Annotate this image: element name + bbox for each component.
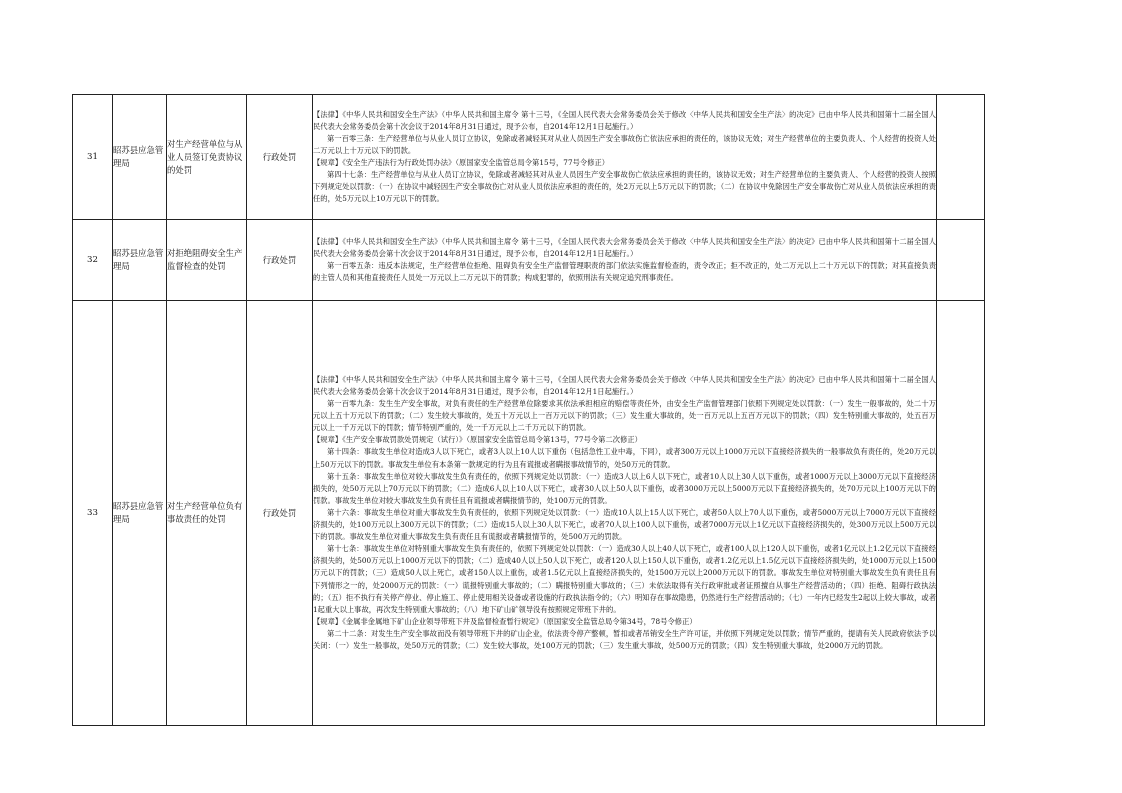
department-cell: 昭苏县应急管理局 — [113, 220, 167, 301]
legal-basis-cell — [313, 220, 937, 301]
power-type-cell: 行政处罚 — [247, 95, 313, 220]
remarks-cell — [937, 220, 985, 301]
basis-paragraph: 【规章】《金属非金属地下矿山企业领导带班下井及监督检查暂行规定》（原国家安全监管总局令第34号，78号令修正） — [313, 616, 697, 626]
table-row — [73, 220, 985, 301]
basis-paragraph: 【法律】《中华人民共和国安全生产法》（中华人民共和国主席令 第十三号，《全国人民代表大会常务委员会关于修改〈中华人民共和国安全生产法〉的决定》已由中华人民共和国第十二届全国人民代表大会常务委员会第十次会议于2014年8月31日通过，现予公布，自2014年12月1日起施行。） — [313, 236, 936, 258]
row-number: 33 — [73, 301, 113, 726]
item-name-cell: 对生产经营单位负有事故责任的处罚 — [167, 301, 247, 726]
row-number: 32 — [73, 220, 113, 301]
table-row — [73, 301, 985, 726]
legal-basis-cell — [313, 301, 937, 726]
item-name-cell: 对拒绝阻碍安全生产监督检查的处罚 — [167, 220, 247, 301]
remarks-cell — [937, 301, 985, 726]
basis-paragraph: 第十七条：事故发生单位对特别重大事故发生负有责任的，依照下列规定处以罚款：（一）造成30人以上40人以下死亡，或者100人以上120人以下重伤，或者1亿元以上1.2亿元以下直接经济损失的，处500万元以上1000万元以下的罚款；（二）造成40人以上50人以下死亡，或者120人以上150人以下重伤，或者1.2亿元以上1.5亿元以下直接经济损失的，处1000万元以上1500万元以下的罚款；（三）造成50人以上死亡，或者150人以上重伤，或者1.5亿元以上直接经济损失的，处1500万元以上2000万元以下的罚款。事故发生单位对特别重大事故发生负有责任且有下列情形之一的，处2000万元的罚款：（一）谎报特别重大事故的；（二）瞒报特别重大事故的；（三）未依法取得有关行政审批或者证照擅自从事生产经营活动的；（四）拒绝、阻碍行政执法的；（五）拒不执行有关停产停业、停止施工、停止使用相关设备或者设施的行政执法指令的；（六）明知存在事故隐患，仍然进行生产经营活动的；（七）一年内已经发生2起以上较大事故，或者1起重大以上事故，再次发生特别重大事故的；（八）地下矿山矿领导没有按照规定带班下井的。 — [313, 544, 936, 614]
power-type-cell: 行政处罚 — [247, 301, 313, 726]
basis-paragraph: 第四十七条：生产经营单位与从业人员订立协议，免除或者减轻其对从业人员因生产安全事故伤亡依法应承担的责任的，该协议无效；对生产经营单位的主要负责人、个人经营的投资人按照下列规定处以罚款：（一）在协议中减轻因生产安全事故伤亡对从业人员依法应承担的责任的，处2万元以上5万元以下的罚款；（二）在协议中免除因生产安全事故伤亡对从业人员依法应承担的责任的，处5万元以上10万元以下的罚款。 — [313, 170, 936, 204]
basis-paragraph: 第十六条：事故发生单位对重大事故发生负有责任的，依照下列规定处以罚款：（一）造成10人以上15人以下死亡，或者50人以上70人以下重伤，或者5000万元以上7000万元以下直接经济损失的，处100万元以上300万元以下的罚款；（二）造成15人以上30人以下死亡，或者70人以上100人以下重伤，或者7000万元以上1亿元以下直接经济损失的，处300万元以上500万元以下的罚款。事故发生单位对重大事故发生负有责任且有谎报或者瞒报情节的，处500万元的罚款。 — [313, 507, 936, 542]
department-cell: 昭苏县应急管理局 — [113, 301, 167, 726]
basis-paragraph: 【法律】《中华人民共和国安全生产法》（中华人民共和国主席令 第十三号，《全国人民代表大会常务委员会关于修改〈中华人民共和国安全生产法〉的决定》已由中华人民共和国第十二届全国人民代表大会常务委员会第十次会议于2014年8月31日通过，现予公布，自2014年12月1日起施行。） — [313, 374, 936, 397]
legal-basis-cell — [313, 95, 937, 220]
table-row — [73, 95, 985, 220]
basis-paragraph: 第一百零五条：违反本法规定，生产经营单位拒绝、阻碍负有安全生产监督管理职责的部门依法实施监督检查的，责令改正；拒不改正的，处二万元以上二十万元以下的罚款；对其直接负责的主管人员和其他直接责任人员处一万元以上二万元以下的罚款；构成犯罪的，依照刑法有关规定追究刑事责任。 — [313, 261, 936, 283]
basis-paragraph: 第十五条：事故发生单位对较大事故发生负有责任的，依照下列规定处以罚款：（一）造成3人以上6人以下死亡，或者10人以上30人以下重伤，或者1000万元以上3000万元以下直接经济损失的，处50万元以上70万元以下的罚款；（二）造成6人以上10人以下死亡，或者30人以上50人以下重伤，或者3000万元以上5000万元以下直接经济损失的，处70万元以上100万元以下的罚款。事故发生单位对较大事故发生负有责任且有谎报或者瞒报情节的，处100万元的罚款。 — [313, 471, 936, 505]
power-list-table — [72, 94, 985, 726]
basis-paragraph: 第一百零三条：生产经营单位与从业人员订立协议，免除或者减轻其对从业人员因生产安全事故伤亡依法应承担的责任的，该协议无效；对生产经营单位的主要负责人、个人经营的投资人处二万元以上十万元以下的罚款。 — [313, 133, 936, 155]
basis-paragraph: 【法律】《中华人民共和国安全生产法》（中华人民共和国主席令 第十三号，《全国人民代表大会常务委员会关于修改〈中华人民共和国安全生产法〉的决定》已由中华人民共和国第十二届全国人民代表大会常务委员会第十次会议于2014年8月31日通过，现予公布，自2014年12月1日起施行。） — [313, 109, 936, 131]
basis-paragraph: 【规章】《安全生产违法行为行政处罚办法》（原国家安全监管总局令第15号，77号令修正） — [313, 158, 610, 167]
item-name-cell: 对生产经营单位与从业人员签订免责协议的处罚 — [167, 95, 247, 220]
basis-paragraph: 【规章】《生产安全事故罚款处罚规定（试行）》（原国家安全监管总局令第13号，77号令第二次修正） — [313, 435, 642, 445]
row-number: 31 — [73, 95, 113, 220]
basis-paragraph: 第二十二条：对发生生产安全事故而没有领导带班下井的矿山企业，依法责令停产整顿，暂扣或者吊销安全生产许可证，并依照下列规定处以罚款；情节严重的，提请有关人民政府依法予以关闭：（一）发生一般事故，处50万元的罚款；（二）发生较大事故，处100万元的罚款；（三）发生重大事故，处500万元的罚款；（四）发生特别重大事故，处2000万元的罚款。 — [313, 628, 936, 650]
basis-paragraph: 第一百零九条：发生生产安全事故，对负有责任的生产经营单位除要求其依法承担相应的赔偿等责任外，由安全生产监督管理部门依照下列规定处以罚款：（一）发生一般事故的，处二十万元以上五十万元以下的罚款；（二）发生较大事故的，处五十万元以上一百万元以下的罚款；（三）发生重大事故的，处一百万元以上五百万元以下的罚款；（四）发生特别重大事故的，处五百万元以上一千万元以下的罚款；情节特别严重的，处一千万元以上二千万元以下的罚款。 — [313, 399, 936, 433]
remarks-cell — [937, 95, 985, 220]
department-cell: 昭苏县应急管理局 — [113, 95, 167, 220]
power-type-cell: 行政处罚 — [247, 220, 313, 301]
basis-paragraph: 第十四条：事故发生单位对造成3人以下死亡，或者3人以上10人以下重伤（包括急性工业中毒，下同），或者300万元以上1000万元以下直接经济损失的一般事故负有责任的，处20万元以上50万元以下的罚款。事故发生单位有本条第一款规定的行为且有谎报或者瞒报事故情节的，处50万元的罚款。 — [313, 447, 936, 469]
